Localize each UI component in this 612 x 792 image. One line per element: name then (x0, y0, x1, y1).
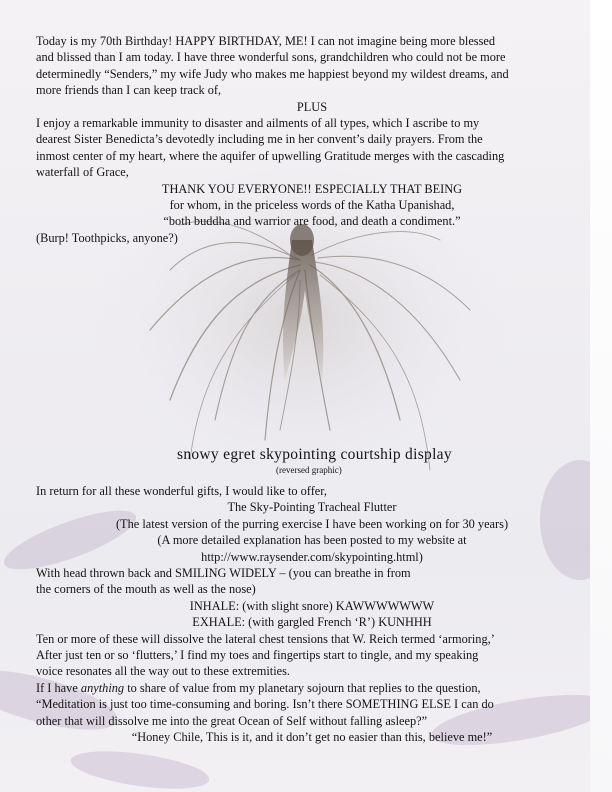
question-after: to share of value from my planetary sojourn that replies to the question, (124, 680, 481, 695)
intro-line: dearest Sister Benedicta’s devotedly including me in her convent’s daily prayers. From the (36, 132, 483, 147)
intro-text (36, 33, 588, 246)
offer-intro: In return for all these wonderful gifts, I would like to offer, (36, 484, 327, 498)
body-line: After just ten or so ‘flutters,’ I find my toes and fingertips start to tingle, and my speaking (36, 648, 479, 663)
exercise-note: (The latest version of the purring exercise I have been working on for 30 years) (115, 516, 509, 531)
exercise-title: The Sky-Pointing Tracheal Flutter (227, 500, 397, 515)
body-line: Ten or more of these will dissolve the lateral chest tensions that W. Reich termed ‘armoring,’ (36, 631, 495, 646)
quote-line: other that will dissolve me into the great Ocean of Self without falling asleep?” (36, 713, 428, 728)
instruction-line: the corners of the mouth as well as the nose) (36, 582, 256, 597)
burp-line: (Burp! Toothpicks, anyone?) (36, 230, 178, 245)
intro-line: and blissed than I am today. I have three wonderful sons, grandchildren who could not be more (36, 50, 506, 65)
exhale-line: EXHALE: (with gargled French ‘R’) KUNHHH (192, 615, 432, 630)
question-line (36, 680, 588, 696)
image-caption-title: snowy egret skypointing courtship display (177, 446, 452, 463)
body-line: voice resonates all the way out to these extremities. (36, 664, 290, 679)
inhale-line: INHALE: (with slight snore) KAWWWWWWW (189, 598, 435, 613)
quote-line: “Meditation is just too time-consuming and boring. Isn’t there SOMETHING ELSE I can do (36, 697, 494, 712)
explain-line: (A more detailed explanation has been posted to my website at (157, 533, 467, 548)
image-caption-subtitle: (reversed graphic) (276, 465, 342, 475)
intro-line: waterfall of Grace, (36, 165, 129, 180)
page-edge (590, 0, 612, 792)
question-before: If I have (36, 680, 81, 695)
thanks-line: “both buddha and warrior are food, and death a condiment.” (163, 214, 461, 229)
thanks-line: THANK YOU EVERYONE!! ESPECIALLY THAT BEING (161, 181, 463, 196)
website-url: http://www.raysender.com/skypointing.html) (201, 549, 423, 564)
instruction-line: With head thrown back and SMILING WIDELY – (you can breathe in from (36, 566, 411, 581)
intro-line: determinedly “Senders,” my wife Judy who makes me happiest beyond my wildest dreams, and (36, 66, 509, 81)
intro-line: I enjoy a remarkable immunity to disaster and ailments of all types, which I ascribe to my (36, 116, 480, 131)
intro-line: inmost center of my heart, where the aquifer of upwelling Gratitude merges with the cascading (36, 148, 505, 163)
offer-text (36, 483, 588, 746)
thanks-line: for whom, in the priceless words of the Katha Upanishad, (169, 198, 455, 213)
intro-line: more friends than I can keep track of, (36, 83, 222, 98)
plus-heading: PLUS (296, 99, 328, 114)
answer-line: “Honey Chile, This is it, and it don’t get no easier than this, believe me!” (131, 730, 493, 745)
question-emphasis: anything (80, 680, 125, 695)
intro-line: Today is my 70th Birthday! HAPPY BIRTHDAY, ME! I can not imagine being more blessed (36, 34, 496, 48)
